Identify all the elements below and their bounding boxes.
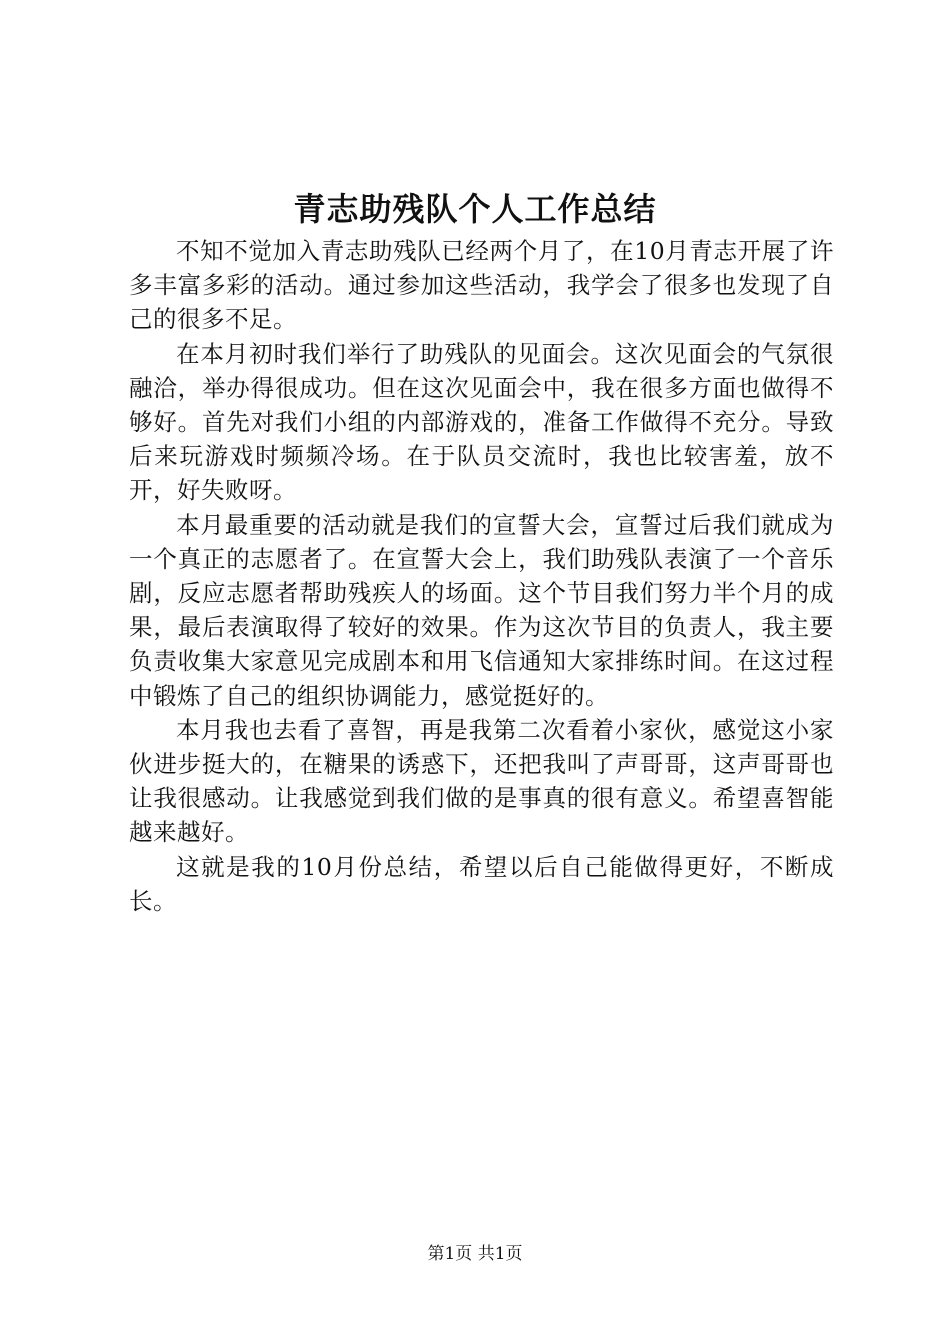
- paragraph-2: 在本月初时我们举行了助残队的见面会。这次见面会的气氛很融洽，举办得很成功。但在这次见面会中，我在很多方面也做得不够好。首先对我们小组的内部游戏的，准备工作做得不充分。导致后来玩游戏时频频冷场。在于队员交流时，我也比较害羞，放不开，好失败呀。: [129, 339, 834, 505]
- page-number-footer: 第1页 共1页: [427, 1244, 523, 1264]
- document-title: 青志助残队个人工作总结: [293, 190, 657, 228]
- paragraph-5: 这就是我的10月份总结，希望以后自己能做得更好，不断成长。: [129, 852, 834, 915]
- document-body: [129, 234, 834, 918]
- paragraph-3: 本月最重要的活动就是我们的宣誓大会，宣誓过后我们就成为一个真正的志愿者了。在宣誓大会上，我们助残队表演了一个音乐剧，反应志愿者帮助残疾人的场面。这个节目我们努力半个月的成果，最后表演取得了较好的效果。作为这次节目的负责人，我主要负责收集大家意见完成剧本和用飞信通知大家排练时间。在这过程中锻炼了自己的组织协调能力，感觉挺好的。: [129, 510, 834, 710]
- paragraph-1: 不知不觉加入青志助残队已经两个月了，在10月青志开展了许多丰富多彩的活动。通过参加这些活动，我学会了很多也发现了自己的很多不足。: [129, 237, 834, 334]
- paragraph-4: 本月我也去看了喜智，再是我第二次看着小家伙，感觉这小家伙进步挺大的，在糖果的诱惑下，还把我叫了声哥哥，这声哥哥也让我很感动。让我感觉到我们做的是事真的很有意义。希望喜智能越来越好。: [129, 715, 834, 847]
